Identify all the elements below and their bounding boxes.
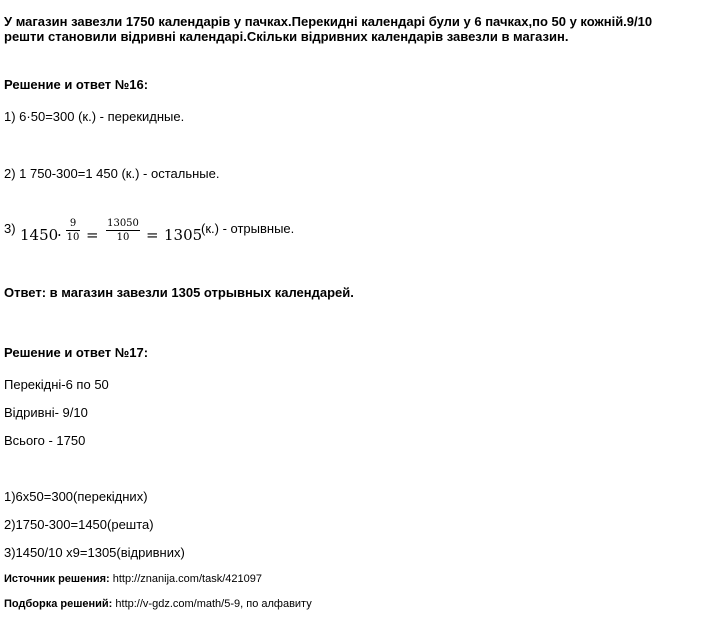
step3-label: 3)	[4, 221, 16, 236]
fraction2-numerator: 13050	[107, 218, 139, 229]
problem-statement: У магазин завезли 1750 календарів у пачках.Перекидні календарі були у 6 пачках,по 50 у кожній.9/10 решти становили відривні календарі.Скільки відривних календарів завезли в магазин.	[4, 14, 653, 44]
solution17-step2: 2)1750-300=1450(решта)	[4, 517, 154, 532]
formula-equals-2: =	[146, 226, 159, 244]
solution17-line1: Перекідні-6 по 50	[4, 377, 109, 392]
formula-term-a: 1450	[20, 226, 59, 244]
fraction2-bar	[106, 230, 140, 231]
source-link[interactable]: http://znanija.com/task/421097	[112, 573, 262, 585]
solution17-line2: Відривні- 9/10	[4, 405, 88, 420]
fraction1-denominator: 10	[66, 232, 80, 243]
formula-equals-1: =	[86, 226, 99, 244]
solution17-line3: Всього - 1750	[4, 433, 86, 448]
collection-line	[4, 598, 312, 611]
step3-tail: (к.) - отрывные.	[201, 221, 295, 236]
solution17-heading: Решение и ответ №17:	[4, 345, 149, 360]
fraction1-numerator: 9	[69, 218, 77, 229]
fraction1-bar	[66, 230, 80, 231]
solution16-step1: 1) 6·50=300 (к.) - перекидные.	[4, 109, 185, 124]
formula-fraction-1	[66, 218, 80, 243]
formula-dot: ·	[57, 226, 62, 244]
solution17-step1: 1)6х50=300(перекідних)	[4, 489, 148, 504]
collection-link[interactable]: http://v-gdz.com/math/5-9, по алфавиту	[115, 598, 312, 610]
source-label: Источник решения:	[4, 573, 110, 585]
fraction2-denominator: 10	[116, 232, 130, 243]
source-line	[4, 573, 262, 586]
formula-result: 1305	[164, 226, 203, 244]
solution16-answer: Ответ: в магазин завезли 1305 отрывных календарей.	[4, 285, 354, 300]
solution17-step3: 3)1450/10 х9=1305(відривних)	[4, 545, 185, 560]
solution16-step2: 2) 1 750-300=1 450 (к.) - остальные.	[4, 166, 220, 181]
formula-fraction-2	[106, 218, 140, 243]
solution16-heading: Решение и ответ №16:	[4, 77, 149, 92]
collection-label: Подборка решений:	[4, 598, 113, 610]
